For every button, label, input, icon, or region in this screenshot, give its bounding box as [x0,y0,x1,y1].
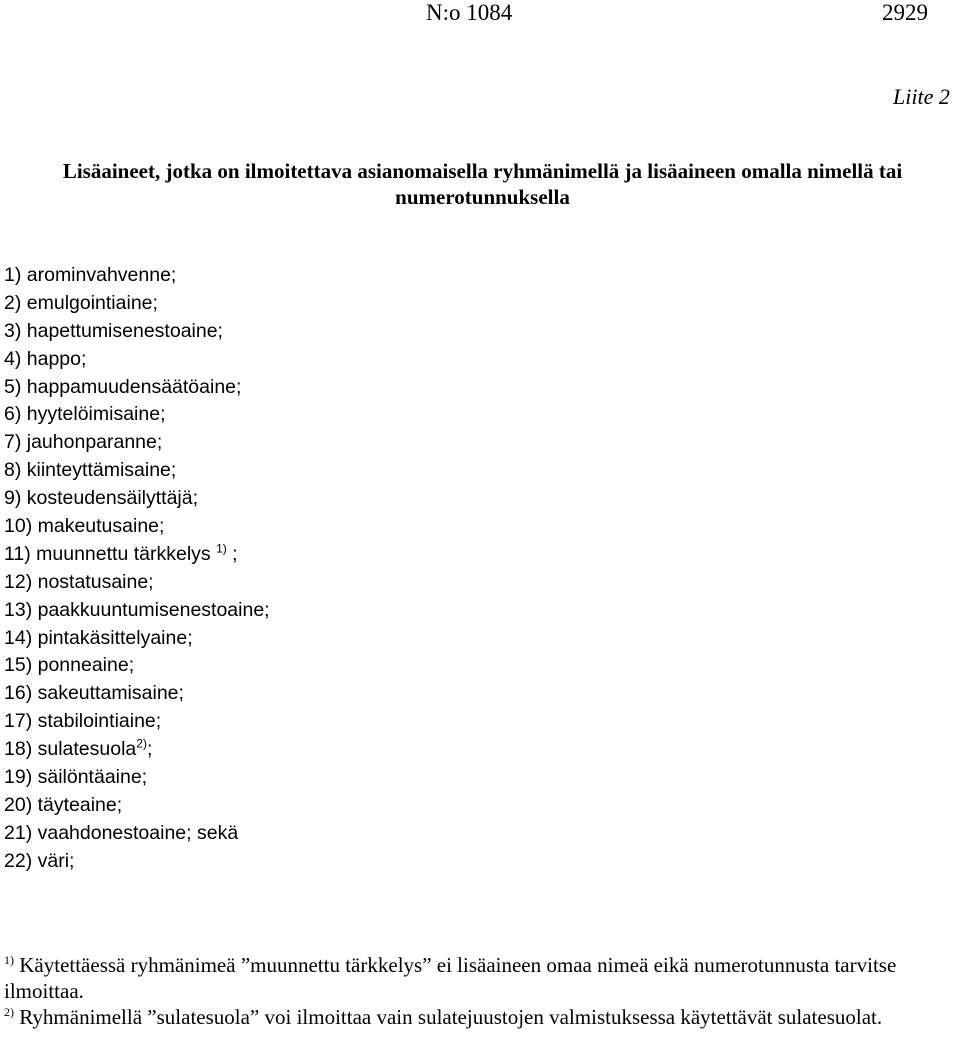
list-item [4,513,270,541]
list-item-text: 4) happo; [4,347,87,370]
list-item [4,736,270,764]
list-item [4,374,270,402]
list-item-suffix: ; [146,738,153,761]
list-item-text: 16) sakeuttamisaine; [4,682,184,705]
list-item-text: 12) nostatusaine; [4,570,154,593]
list-item [4,848,270,876]
footnote-text: Käytettäessä ryhmänimeä ”muunnettu tärkkelys” ei lisäaineen omaa nimeä eikä numerotunnusta tarvitse ilmoittaa. [4,953,897,1003]
footnote-marker: 1) [4,953,14,967]
list-item-text: 6) hyytelöimisaine; [4,403,166,426]
footnote-text: Ryhmänimellä ”sulatesuola” voi ilmoittaa vain sulatejuustojen valmistuksessa käytettävät sulatesuolat. [14,1005,883,1029]
list-item [4,485,270,513]
list-item-text: 9) kosteudensäilyttäjä; [4,487,199,510]
list-item-text: 7) jauhonparanne; [4,431,163,454]
list-item-text: 21) vaahdonestoaine; sekä [4,821,239,844]
list-item [4,820,270,848]
list-item-text: 17) stabilointiaine; [4,710,162,733]
list-item [4,597,270,625]
list-item [4,346,270,374]
list-item-text: 10) makeutusaine; [4,515,165,538]
list-item-text: 14) pintakäsittelyaine; [4,626,193,649]
list-item-text: 8) kiinteyttämisaine; [4,459,177,482]
list-item [4,764,270,792]
list-item-text: 5) happamuudensäätöaine; [4,375,242,398]
footnotes [4,952,956,1030]
list-item [4,541,270,569]
list-item [4,652,270,680]
page-number: 2929 [882,0,928,25]
list-item-text: 11) muunnettu tärkkelys [4,542,217,565]
list-item [4,290,270,318]
page-reference: N:o 1084 [426,0,513,25]
document-title: Lisäaineet, jotka on ilmoitettava asianomaisella ryhmänimellä ja lisäaineen omalla nimellä tai numerotunnuksella [62,159,903,209]
footnote [4,952,956,1004]
list-item-text: 1) arominvahvenne; [4,264,177,286]
annex-label: Liite 2 [893,84,950,109]
footnote-reference: 2) [136,736,147,751]
list-item-text: 20) täyteaine; [4,793,123,816]
list-item-text: 19) säilöntäaine; [4,766,148,789]
additive-list [4,262,270,876]
list-item-text: 2) emulgointiaine; [4,291,158,314]
list-item [4,262,270,290]
list-item [4,318,270,346]
list-item-text: 22) väri; [4,849,75,872]
list-item [4,792,270,820]
list-item [4,708,270,736]
list-item-text: 15) ponneaine; [4,654,135,677]
list-item-suffix: ; [226,542,238,565]
list-item [4,457,270,485]
list-item-text: 13) paakkuuntumisenestoaine; [4,598,270,621]
list-item [4,569,270,597]
footnote-reference: 1) [216,541,227,556]
footnote-marker: 2) [4,1005,14,1019]
list-item [4,625,270,653]
list-item [4,429,270,457]
list-item [4,680,270,708]
list-item [4,401,270,429]
footnote [4,1004,956,1030]
list-item-text: 18) sulatesuola [4,738,137,761]
list-item-text: 3) hapettumisenestoaine; [4,319,223,342]
